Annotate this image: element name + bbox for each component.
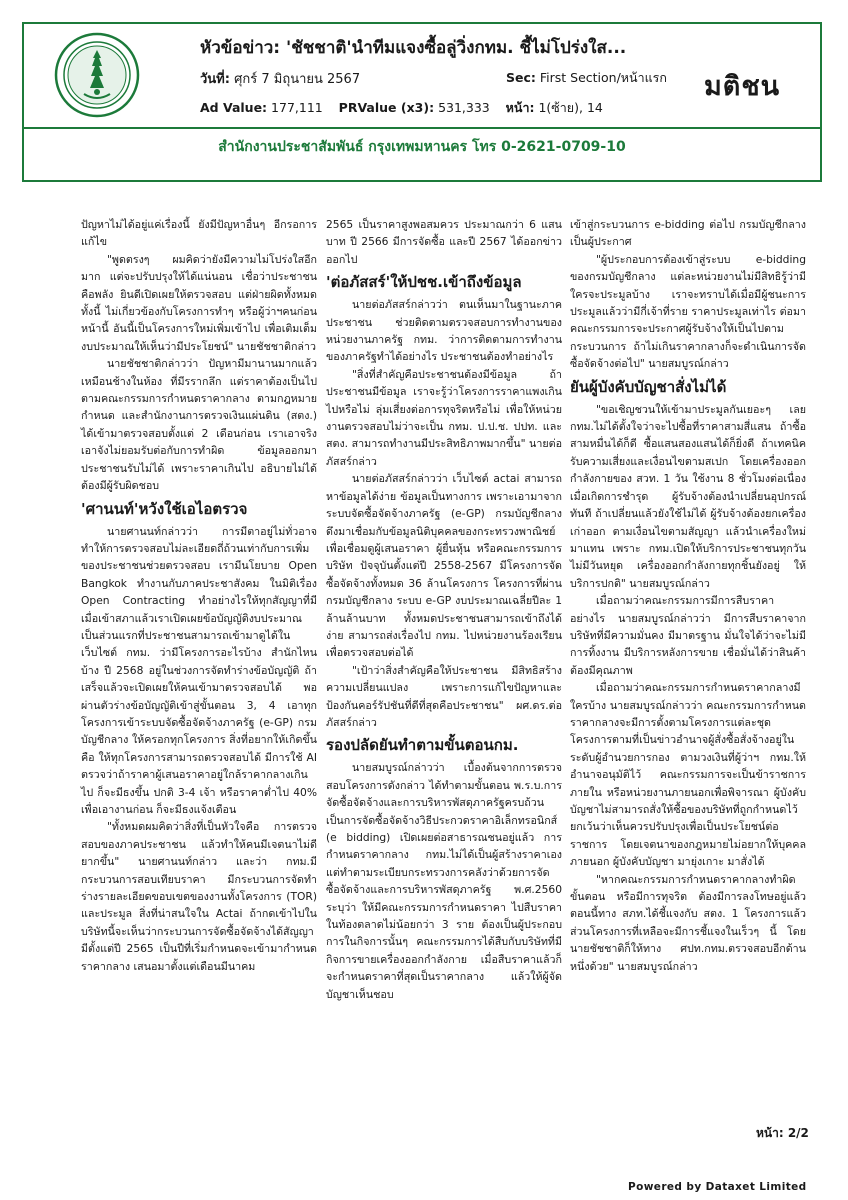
- pr-value-label: PRValue (x3):: [338, 100, 435, 115]
- subheading: ยันผู้บังคับบัญชาสั่งไม่ได้: [570, 377, 727, 396]
- section-label: Sec:: [506, 70, 536, 85]
- pr-value: 531,333: [438, 100, 490, 115]
- powered-by: Powered by Dataxet Limited: [628, 1181, 807, 1193]
- section-value: First Section/หน้าแรก: [539, 70, 667, 85]
- date-label: วันที่:: [200, 72, 230, 87]
- headline-text: 'ชัชชาติ'นำทีมแจงซื้อลู่วิ่งกทม. ชี้ไม่โปร่งใส...: [286, 38, 627, 58]
- page-number: หน้า: 2/2: [756, 1126, 809, 1140]
- publisher-name: มติชน: [704, 71, 781, 102]
- clipping-header: [22, 22, 822, 182]
- ad-value-label: Ad Value:: [200, 100, 268, 115]
- article-paragraph: นายสมบูรณ์กล่าวว่า เบื้องต้นจากการตรวจสอบโครงการดังกล่าว ได้ทำตามขั้นตอน พ.ร.บ.การจัดซื้อจัดจ้างและการบริหารพัสดุภาครัฐครบถ้วน เป็นการจัดซื้อจัดจ้างวิธีประกวดราคาอิเล็กทรอนิกส์ (e bidding) เปิดเผยต่อสาธารณชนอยู่แล้ว การกำหนดราคากลาง กทม.ไม่ได้เป็นผู้สร้างราคาเอง แต่ทำตามระเบียบกระทรวงการคลังว่าด้วยการจัดซื้อจัดจ้างและการบริหารพัสดุภาครัฐ พ.ศ.2560 ระบุว่า ให้มีคณะกรรมการกำหนดราคา ไปสืบราคาในท้องตลาดไม่น้อยกว่า 3 ราย ต้องเป็นผู้ประกอบการในกิจการนั้นๆ คณะกรรมการได้สืบกับบริษัทที่มีกิจการขายเครื่องออกกำลังกาย เมื่อสืบราคาแล้วก็จะกำหนดราคาที่สุดเป็นราคากลาง แล้วให้ผู้จัดบัญชาเห็นชอบ: [326, 761, 562, 1001]
- article-paragraph: "หากคณะกรรมการกำหนดราคากลางทำผิดขั้นตอน หรือมีการทุจริต ต้องมีการลงโทษอยู่แล้ว ตอนนี้ทาง สภท.ได้ชี้แจงกับ สตง. 1 โครงการแล้ว ส่วนโครงการที่เหลือจะมีการชี้แจงในเร็วๆ นี้ โดยนายชัชชาติก็ให้ทาง ศปท.กทม.ตรวจสอบอีกด้านหนึ่งด้วย" นายสมบูรณ์กล่าว: [570, 872, 806, 973]
- article-paragraph: นายต่อภัสสร์กล่าวว่า เว็บไซต์ actai สามารถหาข้อมูลได้ง่าย ข้อมูลเป็นทางการ เพราะเอามาจากระบบจัดซื้อจัดจ้างภาครัฐ (e-GP) กรมบัญชีกลาง ดึงมาเชื่อมกับข้อมูลนิติบุคคลของกระทรวงพาณิชย์ เพื่อเชื่อมดูผู้เสนอราคา ผู้ยื่นหุ้น หรือคณะกรรมการบริษัท ปัจจุบันตั้งแต่ปี 2558-2567 มีโครงการจัดซื้อจัดจ้างทั้งหมด 36 ล้านโครงการ โครงการที่ผ่านกรมบัญชีกลาง ระบบ e-GP งบประมาณเฉลี่ยปีละ 1 ล้านล้านบาท ทั้งหมดประชาชนสามารถเข้าถึงได้ง่าย สามารถส่งเรื่องไป กทม. ไปหน่วยงานร้องเรียน เพื่อตรวจสอบต่อได้: [326, 472, 562, 660]
- article-paragraph: เมื่อถามว่าคณะกรรมการมีการสืบราคาอย่างไร นายสมบูรณ์กล่าวว่า มีการสืบราคาจากบริษัทที่มีความมั่นคง มีมาตรฐาน มั่นใจได้ว่าจะไม่มีการทิ้งงาน มีบริการหลังการขาย เชื่อมั่นได้ว่าสินค้าต้องมีคุณภาพ: [570, 594, 806, 677]
- article-paragraph: 2565 เป็นราคาสูงพอสมควร ประมาณกว่า 6 แสนบาท ปี 2566 มีการจัดซื้อ และปี 2567 ได้ออกข่าวออกไป: [326, 218, 562, 266]
- section-line: [506, 68, 667, 88]
- date-value: ศุกร์ 7 มิถุนายน 2567: [234, 72, 361, 87]
- bangkok-seal-logo: [54, 32, 140, 118]
- article-paragraph: ปัญหาไม่ได้อยู่แค่เรื่องนี้ ยังมีปัญหาอื่นๆ อีกรอการแก้ไข: [81, 218, 317, 249]
- article-paragraph: นายต่อภัสสร์กล่าวว่า ตนเห็นมาในฐานะภาคประชาชน ช่วยติดตามตรวจสอบการทำงานของหน่วยงานภาครัฐ กทม. ว่าการติดตามการทำงานของภาครัฐทำได้อย่างไร ประชาชนต้องทำอย่างไร: [326, 298, 562, 364]
- subheading: รองปลัดยันทำตามขั้นตอนกม.: [326, 736, 519, 755]
- article-paragraph: เข้าสู่กระบวนการ e-bidding ต่อไป กรมบัญชีกลางเป็นผู้ประกาศ: [570, 218, 806, 249]
- article-paragraph: เมื่อถามว่าคณะกรรมการกำหนดราคากลางมีใครบ้าง นายสมบูรณ์กล่าวว่า คณะกรรมการกำหนดราคากลางจะมีการตั้งตามโครงการแต่ละชุด โครงการตามที่เป็นข่าวอำนาจผู้สั่งซื้อสั่งจ้างอยู่ในระดับผู้อำนวยการกอง ตามวงเงินที่ผู้ว่าฯ กทม.ให้อำนาจอนุมัติไว้ คณะกรรมการจะเป็นข้าราชการภายใน หรือหน่วยงานภายนอกเพื่อพิจารณา ผู้บังคับบัญชาไม่สามารถสั่งให้ซื้อของบริษัทที่ถูกกำหนดไว้ ยกเว้นว่าเห็นควรปรับปรุงเพื่อเป็นประโยชน์ต่อราชการ โดยเจตนาของกฎหมายไม่อยากให้บุคคลภายนอก ผู้บังคับบัญชา มายุ่งเกาะ มาสั่งได้: [570, 681, 806, 869]
- headline-label: หัวข้อข่าว:: [200, 38, 281, 58]
- article-paragraph: "ผู้ประกอบการต้องเข้าสู่ระบบ e-bidding ของกรมบัญชีกลาง แต่ละหน่วยงานไม่มีสิทธิรู้ว่ามีใครจะประมูลบ้าง เราจะทราบได้เมื่อมีผู้ชนะการประมูลแล้วว่ามีกี่เจ้าที่ราย ราคาประมูลเท่าไร ต่อมาคณะกรรมการจะประกาศผู้รับจ้างให้เป็นไปตามกระบวนการ ถ้าไม่เกินราคากลางก็จะดำเนินการจัดซื้อจัดจ้างต่อไป" นายสมบูรณ์กล่าว: [570, 252, 806, 371]
- subheading: 'ศานนท์'หวังใช้เอไอตรวจ: [81, 499, 248, 518]
- header-divider: [24, 127, 820, 129]
- article-paragraph: "พูดตรงๆ ผมคิดว่ายังมีความไม่โปร่งใสอีกมาก แต่จะปรับปรุงให้ได้แน่นอน เชื่อว่าประชาชนคือพลัง ยินดีเปิดเผยให้ตรวจสอบ แต่ฝ่ายผิดทั้งหมด ทั้งนี้ ไม่เกี่ยวข้องกับโครงการทำๆ หรือผู้ว่าฯคนก่อนหน้านี้ อันนี้เป็นโครงการใหม่เพิ่มเข้าไป เพื่อเติมเต็มงบประมาณให้เห็นว่ามีประโยชน์" นายชัชชาติกล่าว: [81, 252, 317, 353]
- ad-value: 177,111: [271, 100, 323, 115]
- agency-contact: สำนักงานประชาสัมพันธ์ กรุงเทพมหานคร โทร 0-2621-0709-10: [218, 139, 626, 155]
- article-paragraph: "เป้าว่าสิ่งสำคัญคือให้ประชาชน มีสิทธิสร้างความเปลี่ยนแปลง เพราะการแก้ไขปัญหาและป้องกันคอร์รัปชันที่ดีที่สุดคือประชาชน" ผศ.ดร.ต่อภัสสร์กล่าว: [326, 663, 562, 729]
- article-paragraph: "ขอเชิญชวนให้เข้ามาประมูลกันเยอะๆ เลย กทม.ไม่ได้ตั้งใจว่าจะไปซื้อที่ราคาสามสี่แสน ถ้าซื้อสามหมื่นได้ก็ดี ซื้อแสนสองแสนได้ก็ยิ่งดี ถ้าเทคนิครับความเสี่ยงและเงื่อนไขตามสเปก โดยเครื่องออกกำลังกายของ สวท. 1 วัน ใช้งาน 8 ชั่วโมงต่อเนื่อง เมื่อเกิดการชำรุด ผู้รับจ้างต้องนำเปลี่ยนอุปกรณ์ทันที ถ้าเปลี่ยนแล้วยังใช้ไม่ได้ ผู้รับจ้างต้องยกเครื่องเก่าออก ตามเงื่อนไขตามสัญญา แล้วนำเครื่องใหม่มาแทน เพราะ กทม.เปิดให้บริการประชาชนทุกวันไม่มีวันหยุด เครื่องออกกำลังกายทุกชิ้นยังอยู่ ให้บริการปกติ" นายสมบูรณ์กล่าว: [570, 402, 806, 590]
- headline: [200, 34, 660, 61]
- article-column-1: [81, 216, 317, 975]
- subheading: 'ต่อภัสสร์'ให้ปชช.เข้าถึงข้อมูล: [326, 273, 522, 292]
- values-line: [200, 98, 603, 118]
- page-label: หน้า:: [505, 100, 535, 115]
- article-paragraph: นายศานนท์กล่าวว่า การมีตาอยู่ไม่ทั่วอาจทำให้การตรวจสอบไม่ละเอียดถี่ถ้วนเท่ากับการเพิ่มของประชาชนช่วยตรวจสอบ เรามีนโยบาย Open Bangkok ทำงานกับภาคประชาสังคม ในมิติเรื่อง Open Contracting ทำอย่างไรให้ทุกสัญญาที่มี เมื่อเข้าสภาแล้วเราเปิดเผยข้อบัญญัติงบประมาณ เป็นส่วนแรกที่ประชาชนสามารถเข้ามาดูได้ในเว็บไซต์ กทม. ว่ามีโครงการอะไรบ้าง สำนักไหนบ้าง ปี 2568 อยู่ในช่วงการจัดทำร่างข้อบัญญัติ ถ้าเสร็จแล้วจะเปิดเผยให้คนเข้ามาตรวจสอบได้ พอผ่านตัวร่างข้อบัญญัติเข้าสู่ขั้นตอน 3, 4 เอาทุกโครงการเข้าระบบจัดซื้อจัดจ้างภาครัฐ (e-GP) กรมบัญชีกลาง ให้ครอกทุกโครงการ สิ่งที่อยากให้เกิดขึ้นคือ ให้ทุกโครงการสามารถตรวจสอบได้ มีการใช้ AI ตรวจว่าถ้าราคาผู้เสนอราคาอยู่ใกล้ราคากลางเกินไป ก็จะมีธงขึ้น ปกติ 3-4 เจ้า หรือราคาต่ำไป 40% เพื่อเอางานก่อน ก็จะมีธงแจ้งเตือน: [81, 524, 317, 816]
- article-paragraph: นายชัชชาติกล่าวว่า ปัญหามีมานานมากแล้ว เหมือนช้างในห้อง ที่มีรรากลึก แต่ราคาต้องเป็นไปตามคณะกรรมการกำหนดราคากลาง ตามกฎหมายกำหนด และสำนักงานการตรวจเงินแผ่นดิน (สตง.) ได้เข้ามาตรวจสอบตั้งแต่ 2 เดือนก่อน เราเอาจริงเอาจังไม่ยอมรับต่อกับการทำผิด ข้อมูลออกมาประชาชนรับไม่ได้ เพราะราคาเกินไป อธิบายไม่ได้ ต้องมีผู้รับผิดชอบ: [81, 357, 317, 493]
- date-line: [200, 68, 360, 89]
- article-column-3: [570, 216, 806, 975]
- article-paragraph: "ทั้งหมดผมคิดว่าสิ่งที่เป็นหัวใจคือ การตรวจสอบของภาคประชาชน แล้วทำให้คนมีเจตนาไม่ดียากขึ้น" นายศานนท์กล่าว และว่า กทม.มีกระบวนการสอบเทียบราคา มีกระบวนการจัดทำ ร่างรายละเอียดขอบเขตของงานทั้งโครงการ (TOR) และประมูล สิ่งที่น่าสนใจใน Actai ถ้ากดเข้าไปในบริษัทนี้จะเห็นว่ากระบวนการจัดซื้อจัดจ้างได้สัญญามีตั้งแต่ปี 2565 เป็นปีที่เริ่มกำหนดจะเข้ามากำหนดราคากลาง เสนอมาตั้งแต่เดือนมีนาคม: [81, 820, 317, 973]
- article-paragraph: "สิ่งที่สำคัญคือประชาชนต้องมีข้อมูล ถ้าประชาชนมีข้อมูล เราจะรู้ว่าโครงการราคาแพงเกินไปหรือไม่ ลุ่มเสี่ยงต่อการทุจริตหรือไม่ เพื่อให้หน่วยงานตรวจสอบไม่ว่าจะเป็น กทม. ป.ป.ช. ปปท. และ สตง. สามารถทำงานมีประสิทธิภาพมากขึ้น" นายต่อภัสสร์กล่าว: [326, 367, 562, 468]
- article-column-2: [326, 216, 562, 1003]
- page-value: 1(ซ้าย), 14: [538, 100, 603, 115]
